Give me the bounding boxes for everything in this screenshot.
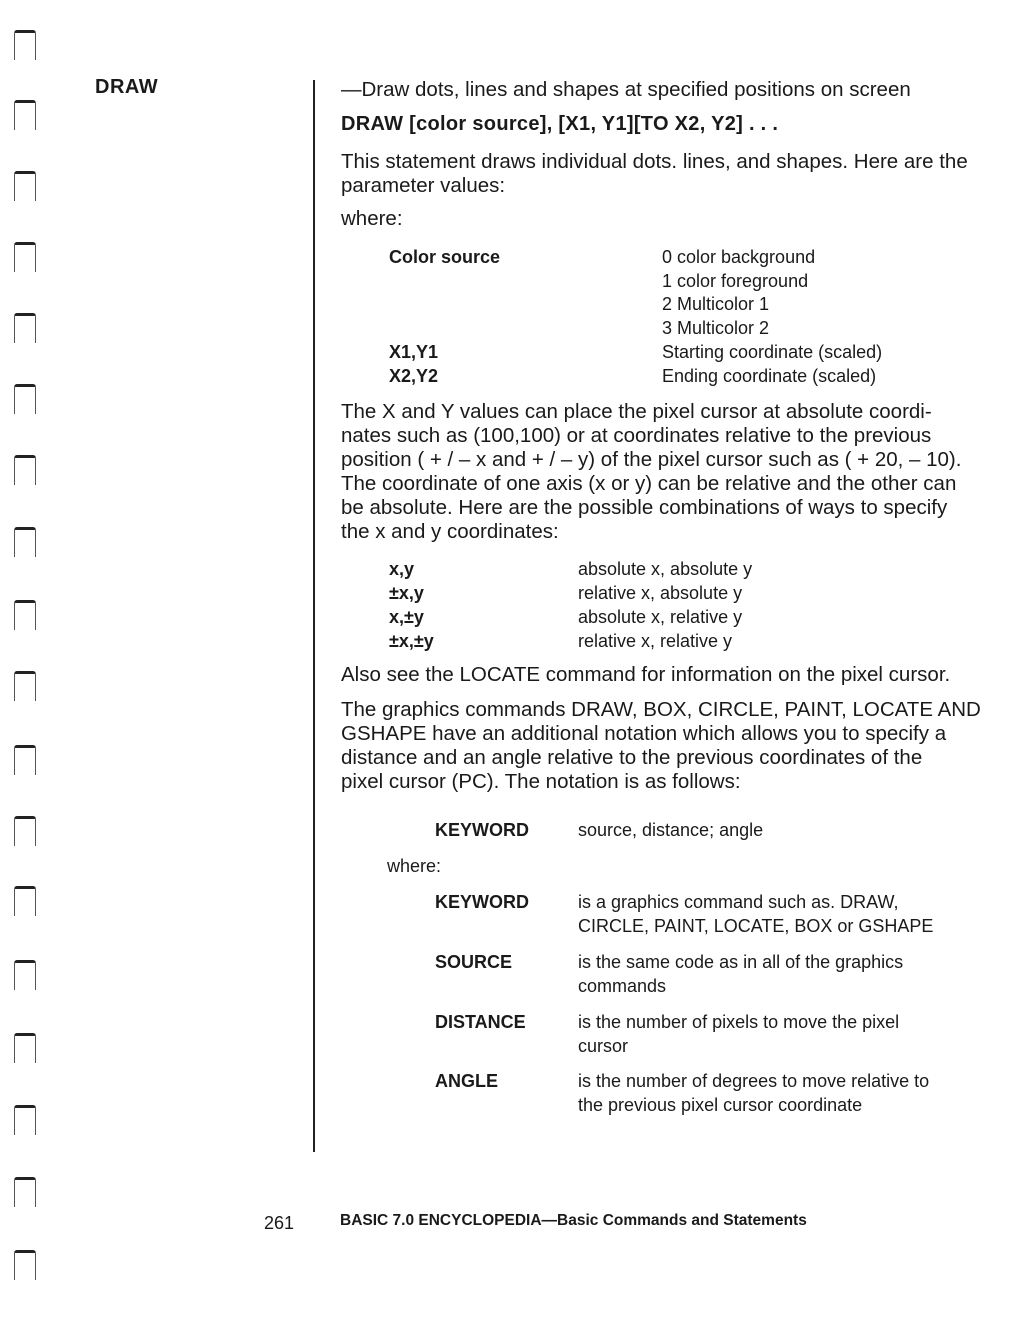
binding-hole [14, 600, 36, 630]
paragraph-line: The graphics commands DRAW, BOX, CIRCLE, PAINT, LOCATE AND [341, 698, 981, 721]
command-summary: —Draw dots, lines and shapes at specified positions on screen [341, 78, 911, 101]
paragraph-line: nates such as (100,100) or at coordinates relative to the previous [341, 424, 932, 447]
notation-keyword: KEYWORD [435, 820, 529, 840]
term-desc-line: is the number of pixels to move the pixel [578, 1012, 900, 1032]
term-desc [578, 950, 903, 998]
term-desc-line: is a graphics command such as. DRAW, [578, 892, 899, 912]
paragraph-line: the x and y coordinates: [341, 520, 559, 543]
binding-hole [14, 816, 36, 846]
binding-hole [14, 1033, 36, 1063]
binding-hole [14, 100, 36, 130]
paragraph-line: GSHAPE have an additional notation which allows you to specify a [341, 722, 947, 745]
paragraph-line: The coordinate of one axis (x or y) can be relative and the other can [341, 472, 957, 495]
binding-hole [14, 1177, 36, 1207]
term-desc-line: is the number of degrees to move relative to [578, 1071, 930, 1091]
term-name: DISTANCE [435, 1012, 526, 1032]
paragraph-line: distance and an angle relative to the previous coordinates of the [341, 746, 923, 769]
combo-code: x,±y [389, 607, 424, 627]
term-desc [578, 1069, 929, 1117]
term-name: SOURCE [435, 952, 513, 972]
param-desc: 1 color foreground [662, 271, 809, 291]
term-desc-line: commands [578, 976, 667, 996]
binding-hole [14, 242, 36, 272]
combo-code: ±x,±y [389, 631, 434, 651]
binding-hole [14, 527, 36, 557]
notation-desc: source, distance; angle [578, 820, 764, 840]
binding-hole [14, 30, 36, 60]
graphics-paragraph [341, 698, 981, 794]
page-number: 261 [264, 1213, 295, 1233]
combo-code: ±x,y [389, 583, 424, 603]
binding-hole [14, 384, 36, 414]
paragraph-line: pixel cursor (PC). The notation is as follows: [341, 770, 741, 793]
paragraph-line: position ( + / – x and + / – y) of the pixel cursor such as ( + 20, – 10). [341, 448, 962, 471]
binding-hole [14, 671, 36, 701]
combo-desc: relative x, absolute y [578, 583, 743, 603]
term-desc-line: is the same code as in all of the graphics [578, 952, 904, 972]
param-desc: 3 Multicolor 2 [662, 318, 770, 338]
intro-line: This statement draws individual dots. lines, and shapes. Here are the [341, 150, 968, 173]
binding-hole [14, 171, 36, 201]
binding-hole [14, 313, 36, 343]
paragraph-line: be absolute. Here are the possible combinations of ways to specify [341, 496, 948, 519]
vertical-rule [313, 80, 315, 1152]
xy-paragraph [341, 400, 961, 544]
param-desc: Ending coordinate (scaled) [662, 366, 877, 386]
combo-desc: relative x, relative y [578, 631, 733, 651]
term-name: KEYWORD [435, 892, 529, 912]
binding-hole [14, 886, 36, 916]
side-title: DRAW [95, 76, 159, 98]
term-desc-line: cursor [578, 1036, 629, 1056]
intro-paragraph [341, 150, 968, 198]
param-desc: Starting coordinate (scaled) [662, 342, 883, 362]
term-desc [578, 890, 933, 938]
binding-hole [14, 1250, 36, 1280]
command-syntax: DRAW [color source], [X1, Y1][TO X2, Y2] . . . [341, 113, 779, 135]
term-desc-line: the previous pixel cursor coordinate [578, 1095, 863, 1115]
param-name: X1,Y1 [389, 342, 439, 362]
term-desc-line: CIRCLE, PAINT, LOCATE, BOX or GSHAPE [578, 916, 934, 936]
paragraph-line: The X and Y values can place the pixel cursor at absolute coordi- [341, 400, 932, 423]
combo-code: x,y [389, 559, 415, 579]
binding-hole [14, 745, 36, 775]
binding-hole [14, 1105, 36, 1135]
where-label-2: where: [387, 856, 442, 876]
where-label: where: [341, 207, 403, 230]
combo-desc: absolute x, relative y [578, 607, 743, 627]
term-name: ANGLE [435, 1071, 498, 1091]
binding-hole [14, 960, 36, 990]
param-desc: 2 Multicolor 1 [662, 294, 770, 314]
locate-note: Also see the LOCATE command for information on the pixel cursor. [341, 663, 951, 686]
term-desc [578, 1010, 899, 1058]
binding-hole [14, 455, 36, 485]
param-desc: 0 color background [662, 247, 816, 267]
param-name: X2,Y2 [389, 366, 439, 386]
footer-title: BASIC 7.0 ENCYCLOPEDIA—Basic Commands and Statements [340, 1212, 807, 1229]
combo-desc: absolute x, absolute y [578, 559, 753, 579]
param-name: Color source [389, 247, 501, 267]
intro-line: parameter values: [341, 174, 506, 197]
